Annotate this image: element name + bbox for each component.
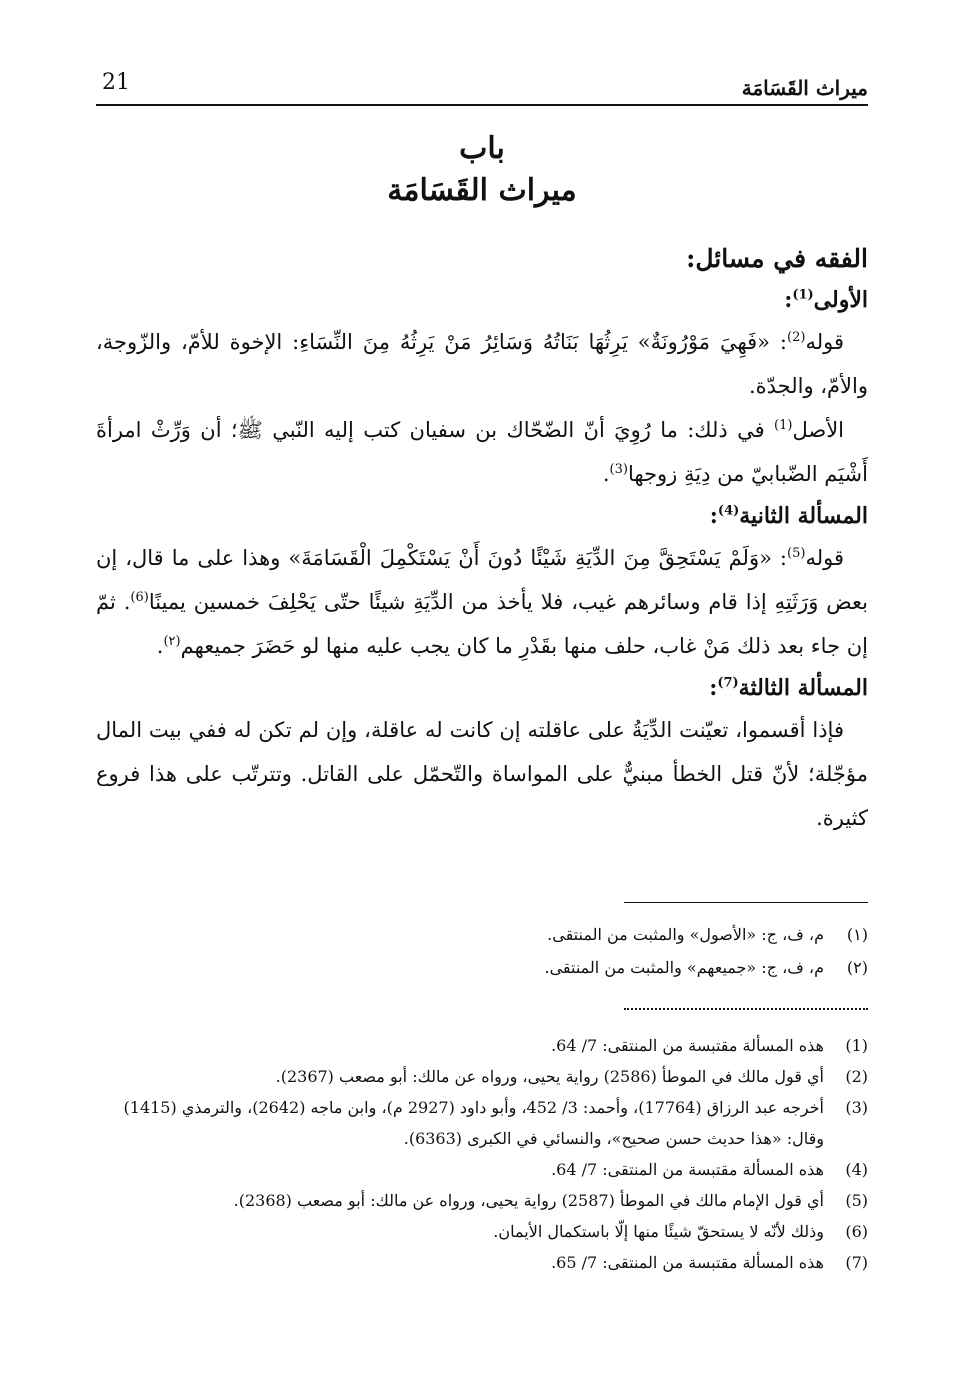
note-text: وذلك لأنّه لا يستحقّ شيئًا منها إلّا باستكمال الأيمان. [493, 1222, 824, 1241]
origin-intro: الأصل [792, 418, 844, 442]
page-number: 21 [102, 70, 130, 95]
quote-intro: قوله [805, 330, 844, 354]
footnote-ref: (5) [787, 546, 806, 561]
footnote-ref: (1) [792, 287, 814, 303]
chapter-title: ميراث القَسَامَة [387, 173, 577, 208]
issue-heading-third: المسألة الثالثة$^{(7)}$: [709, 675, 868, 701]
footnotes [96, 1030, 868, 1278]
chapter-heading [96, 128, 868, 212]
quote-intro: قوله [805, 546, 844, 570]
paragraph-first-origin: الأصل$^{(1)}$ في ذلك: ما رُوِيَ أنّ الضّحّاك بن سفيان كتب إليه النّبي ﷺ؛ أن وَرِّثْ امرأةَ أَشْيَم الضّبابيّ من دِيَةِ زوجها$^{(3)}$. [96, 418, 868, 486]
issue-heading-first: الأولى$^{(1)}$: [784, 287, 868, 313]
note-number: (4) [845, 1160, 868, 1179]
variant-note [96, 918, 868, 951]
note-text: أي قول مالك في الموطأ (2586) رواية يحيى، ورواه عن مالك: أبو مصعب (2367). [275, 1067, 824, 1086]
chapter-kind: باب [459, 131, 505, 166]
running-header [96, 70, 868, 106]
running-title: ميراث القَسَامَة [741, 76, 868, 100]
quote-text: «وَلَمْ يَسْتَحِقَّ مِنَ الدِّيَةِ شَيْئًا دُونَ أَنْ يَسْتَكْمِلَ الْقَسَامَةَ» وهذا على ما قال، إن بعض وَرَثَتِهِ إذا قام وسائرهم غيب، فلا يأخذ من الدِّيَةِ شيئًا حتّى يَحْلِفَ خمسين يمينًا [96, 546, 868, 614]
note-text: هذه المسألة مقتبسة من المنتقى: 7/ 64. [551, 1160, 824, 1179]
note-number: (7) [845, 1253, 868, 1272]
note-number: (6) [845, 1222, 868, 1241]
section-title: الفقه في مسائل: [686, 244, 868, 273]
continuation-text: . ثمّ إن جاء بعد ذلك مَنْ غاب، حلف منها بقَدْرِ ما كان يجب عليه منها لو حَضَرَ جميعهم [96, 590, 868, 658]
footnote [96, 1185, 868, 1216]
footnote-divider [624, 902, 868, 903]
note-text: م، ف، ج: «جميعهم» والمثبت من المنتقى. [544, 958, 824, 977]
footnote-dotted-divider [624, 1008, 868, 1010]
main-text [96, 238, 868, 840]
variant-ref: (٢) [163, 634, 181, 649]
issue-heading-label: المسألة الثالثة [738, 675, 868, 701]
note-text: هذه المسألة مقتبسة من المنتقى: 7/ 65. [551, 1253, 824, 1272]
variant-note [96, 951, 868, 984]
footnote [96, 1247, 868, 1278]
note-number: (3) [845, 1098, 868, 1117]
variant-notes [96, 918, 868, 984]
footnote-ref: (4) [717, 503, 740, 519]
origin-text: في ذلك: ما رُوِيَ أنّ الضّحّاك بن سفيان كتب إليه النّبي ﷺ؛ أن وَرِّثْ امرأةَ أَشْيَم الضّبابيّ من دِيَةِ زوجها [96, 418, 868, 486]
footnote-ref: (7) [717, 675, 739, 691]
footnote-ref: (6) [130, 590, 149, 605]
footnote [96, 1216, 868, 1247]
note-text: هذه المسألة مقتبسة من المنتقى: 7/ 64. [551, 1036, 824, 1055]
footnote-ref: (2) [787, 330, 806, 345]
paragraph-first-quote: قوله$^{(2)}$: «فَهِيَ مَوْرُونَةٌ» يَرِثُهَا بَنَاتُهُ وَسَائِرُ مَنْ يَرِثُهُ مِنَ النِّسَاءِ: الإخوة للأمّ، والزّوجة، والأمّ، والجدّة. [96, 330, 868, 398]
paragraph-third: فإذا أقسموا، تعيّنت الدِّيَةُ على عاقلته إن كانت له عاقلة، وإن لم تكن له ففي بيت المال مؤجّلة؛ لأنّ قتل الخطأ مبنيٌّ على المواساة والتّحمّل على القاتل. وتترتّب على هذا فروع كثيرة. [96, 718, 868, 830]
note-number: (5) [845, 1191, 868, 1210]
note-text: أي قول الإمام مالك في الموطأ (2587) رواية يحيى، ورواه عن مالك: أبو مصعب (2368). [233, 1191, 824, 1210]
quote-text: «فَهِيَ مَوْرُونَةٌ» يَرِثُهَا بَنَاتُهُ وَسَائِرُ مَنْ يَرِثُهُ مِنَ النِّسَاءِ: الإخوة للأمّ، والزّوجة، والأمّ، والجدّة. [96, 330, 868, 398]
note-text: م، ف، ج: «الأصول» والمثبت من المنتقى. [547, 925, 824, 944]
note-text: أخرجه عبد الرزاق (17764)، وأحمد: 3/ 452، وأبو داود (2927 م)، وابن ماجه (2642)، والترمذي (1415) وقال: «هذا حديث حسن صحيح»، والنسائي في الكبرى (6363). [123, 1098, 824, 1148]
footnote [96, 1030, 868, 1061]
note-number: (2) [845, 1067, 868, 1086]
book-page [96, 0, 868, 1378]
issue-heading-label: المسألة الثانية [739, 503, 868, 529]
paragraph-second: قوله$^{(5)}$: «وَلَمْ يَسْتَحِقَّ مِنَ الدِّيَةِ شَيْئًا دُونَ أَنْ يَسْتَكْمِلَ الْقَسَامَةَ» وهذا على ما قال، إن بعض وَرَثَتِهِ إذا قام وسائرهم غيب، فلا يأخذ من الدِّيَةِ شيئًا حتّى يَحْلِفَ خمسين يمينًا$^{(6)}$. ثمّ إن جاء بعد ذلك مَنْ غاب، حلف منها بقَدْرِ ما كان يجب عليه منها لو حَضَرَ جميعهم$^{(٢)}$. [96, 546, 868, 658]
note-number: (٢) [846, 958, 868, 977]
issue-heading-second: المسألة الثانية$^{(4)}$: [709, 503, 868, 529]
footnote [96, 1154, 868, 1185]
footnote-ref: (1) [774, 418, 793, 433]
issue-heading-label: الأولى [813, 287, 868, 313]
note-number: (١) [846, 925, 868, 944]
note-number: (1) [845, 1036, 868, 1055]
footnote-ref: (3) [609, 462, 628, 477]
footnote [96, 1092, 868, 1154]
footnote [96, 1061, 868, 1092]
